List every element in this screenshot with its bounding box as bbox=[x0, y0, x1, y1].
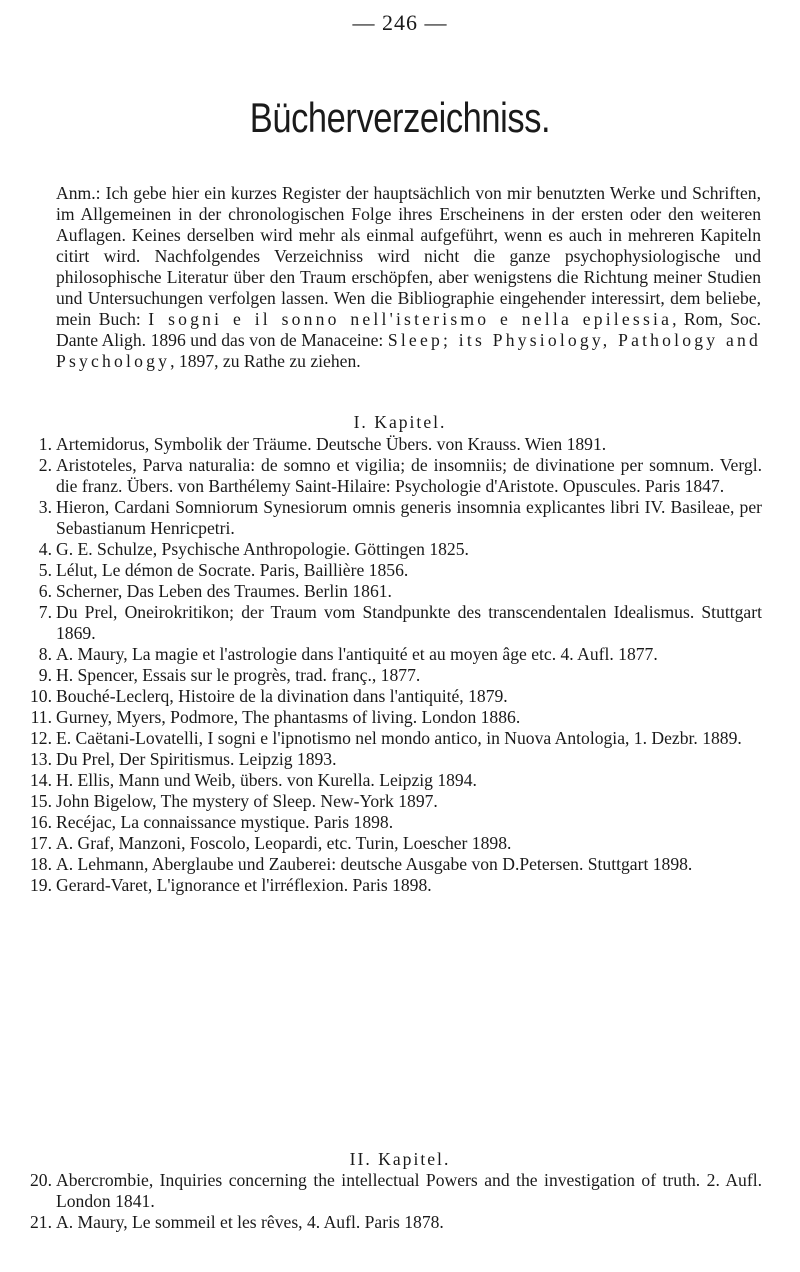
bibliography-entry bbox=[32, 833, 762, 854]
bibliography-entry bbox=[32, 791, 762, 812]
entry-text: Gurney, Myers, Podmore, The phantasms of living. London 1886. bbox=[56, 707, 521, 727]
entry-number: 16. bbox=[30, 812, 52, 832]
bibliography-entry bbox=[32, 497, 762, 539]
entry-number: 11. bbox=[30, 707, 52, 727]
bibliography-entry bbox=[32, 749, 762, 770]
entry-text: Aristoteles, Parva naturalia: de somno et vigilia; de insomniis; de divinatione per somnum. Vergl. die franz. Übers. von Barthélemy Saint-Hilaire: Psychologie d'Aristote. Opuscules. Paris 1847. bbox=[56, 455, 762, 496]
bibliography-entry bbox=[32, 728, 762, 749]
bibliography-entry bbox=[32, 581, 762, 602]
entry-text: H. Spencer, Essais sur le progrès, trad. franç., 1877. bbox=[56, 665, 421, 685]
bibliography-list-1 bbox=[32, 434, 762, 896]
entry-number: 5. bbox=[38, 560, 52, 580]
bibliography-entry bbox=[32, 770, 762, 791]
entry-number: 2. bbox=[38, 455, 52, 475]
entry-number: 10. bbox=[30, 686, 52, 706]
bibliography-entry bbox=[32, 455, 762, 497]
entry-text: Artemidorus, Symbolik der Träume. Deutsche Übers. von Krauss. Wien 1891. bbox=[56, 434, 607, 454]
page-number: — 246 — bbox=[352, 10, 448, 35]
entry-text: Du Prel, Oneirokritikon; der Traum vom Standpunkte des transcendentalen Idealismus. Stuttgart 1869. bbox=[56, 602, 762, 643]
note-prefix: Anm.: Ich gebe hier ein kurzes Register der hauptsächlich von mir benutzten Werke und Schriften, im Allgemeinen in der chronologischen Folge ihres Erscheinens in der ersten oder den weiteren Auflagen. Keines derselben wird mehr als einmal aufgeführt, wenn es auch in mehreren Kapiteln citirt wird. Nachfolgendes Verzeichniss wird nicht die ganze psychophysiologische und philosophische Literatur über den Traum erschöpfen, aber wenigstens die Richtung meiner Studien und Untersuchungen verfolgen lassen. Wen die Bibliographie eingehender interessirt, dem beliebe, mein Buch: bbox=[56, 183, 761, 329]
entry-text: Lélut, Le démon de Socrate. Paris, Baillière 1856. bbox=[56, 560, 409, 580]
entry-number: 9. bbox=[38, 665, 52, 685]
chapter-heading-2: II. Kapitel. bbox=[349, 1149, 451, 1169]
entry-number: 12. bbox=[30, 728, 52, 748]
bibliography-entry bbox=[32, 602, 762, 644]
entry-number: 14. bbox=[30, 770, 52, 790]
entry-text: Gerard-Varet, L'ignorance et l'irréflexion. Paris 1898. bbox=[56, 875, 432, 895]
bibliography-entry bbox=[32, 1170, 762, 1212]
page-heading: Bücherverzeichniss. bbox=[249, 94, 551, 141]
bibliography-list-2 bbox=[32, 1170, 762, 1233]
bibliography-entry bbox=[32, 539, 762, 560]
chapter-heading-1: I. Kapitel. bbox=[353, 412, 447, 432]
entry-text: E. Caëtani-Lovatelli, I sogni e l'ipnotismo nel mondo antico, in Nuova Antologia, 1. Dezbr. 1889. bbox=[56, 728, 742, 748]
entry-text: A. Graf, Manzoni, Foscolo, Leopardi, etc. Turin, Loescher 1898. bbox=[56, 833, 512, 853]
entry-text: Hieron, Cardani Somniorum Synesiorum omnis generis insomnia explicantes libri IV. Basileae, per Sebastianum Henricpetri. bbox=[56, 497, 762, 538]
bibliography-entry bbox=[32, 854, 762, 875]
preface-note bbox=[56, 183, 761, 372]
entry-text: Du Prel, Der Spiritismus. Leipzig 1893. bbox=[56, 749, 337, 769]
entry-number: 4. bbox=[38, 539, 52, 559]
entry-number: 8. bbox=[38, 644, 52, 664]
entry-number: 15. bbox=[30, 791, 52, 811]
bibliography-entry bbox=[32, 1212, 762, 1233]
entry-number: 3. bbox=[38, 497, 52, 517]
entry-number: 19. bbox=[30, 875, 52, 895]
entry-text: G. E. Schulze, Psychische Anthropologie. Göttingen 1825. bbox=[56, 539, 469, 559]
bibliography-entry bbox=[32, 665, 762, 686]
entry-number: 13. bbox=[30, 749, 52, 769]
entry-text: A. Maury, Le sommeil et les rêves, 4. Aufl. Paris 1878. bbox=[56, 1212, 444, 1232]
entry-text: Recéjac, La connaissance mystique. Paris 1898. bbox=[56, 812, 394, 832]
entry-text: A. Lehmann, Aberglaube und Zauberei: deutsche Ausgabe von D.Petersen. Stuttgart 1898. bbox=[56, 854, 693, 874]
entry-text: Scherner, Das Leben des Traumes. Berlin 1861. bbox=[56, 581, 392, 601]
note-suffix: , 1897, zu Rathe zu ziehen. bbox=[170, 351, 361, 371]
note-middle: , Rom, Soc. Dante Aligh. 1896 und das von de Manaceine: bbox=[56, 309, 761, 350]
entry-number: 17. bbox=[30, 833, 52, 853]
bibliography-entry bbox=[32, 644, 762, 665]
bibliography-entry bbox=[32, 686, 762, 707]
entry-number: 6. bbox=[38, 581, 52, 601]
entry-number: 20. bbox=[30, 1170, 52, 1190]
bibliography-entry bbox=[32, 812, 762, 833]
note-title-1: I sogni e il sonno nell'isterismo e nella epilessia bbox=[148, 309, 673, 329]
note-title-2: Sleep; its Physiology, Pathology and Psychology bbox=[56, 330, 761, 371]
bibliography-entry bbox=[32, 875, 762, 896]
entry-text: John Bigelow, The mystery of Sleep. New-York 1897. bbox=[56, 791, 438, 811]
bibliography-entry bbox=[32, 560, 762, 581]
entry-number: 1. bbox=[38, 434, 52, 454]
entry-text: H. Ellis, Mann und Weib, übers. von Kurella. Leipzig 1894. bbox=[56, 770, 477, 790]
entry-text: A. Maury, La magie et l'astrologie dans l'antiquité et au moyen âge etc. 4. Aufl. 1877. bbox=[56, 644, 658, 664]
bibliography-entry bbox=[32, 434, 762, 455]
entry-number: 7. bbox=[38, 602, 52, 622]
bibliography-entry bbox=[32, 707, 762, 728]
entry-number: 18. bbox=[30, 854, 52, 874]
entry-text: Abercrombie, Inquiries concerning the intellectual Powers and the investigation of truth. 2. Aufl. London 1841. bbox=[56, 1170, 762, 1211]
entry-number: 21. bbox=[30, 1212, 52, 1232]
entry-text: Bouché-Leclerq, Histoire de la divination dans l'antiquité, 1879. bbox=[56, 686, 508, 706]
